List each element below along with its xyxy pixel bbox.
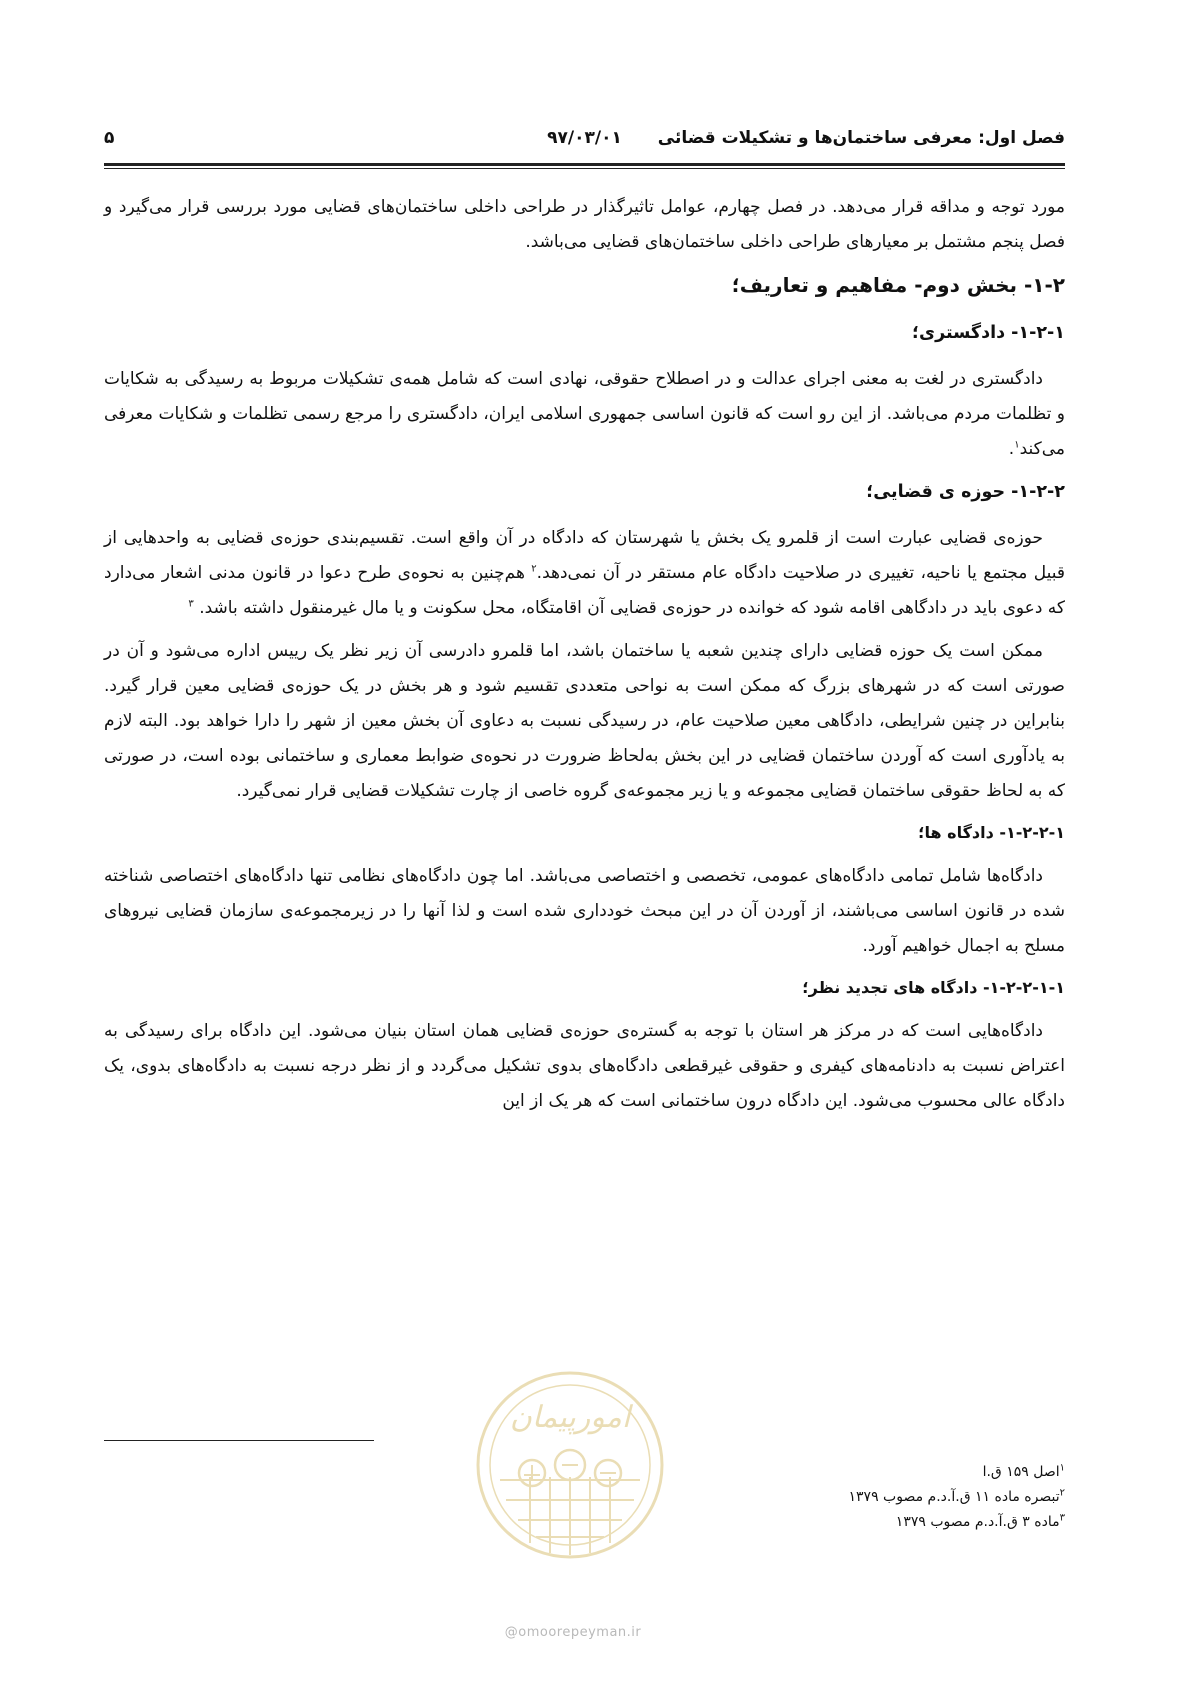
paragraph-jurisdiction-2: ممکن است یک حوزه قضایی دارای چندین شعبه یا ساختمان باشد، اما قلمرو دادرسی آن زیر نظر یک رییس اداره می‌شود و آن در صورتی است که در شهرهای بزرگ که ممکن است به نواحی متعددی تقسیم شود و هر بخش در یک حوزه‌ی قضایی معین قرار گیرد. بنابراین در چنین شرایطی، دادگاهی معین صلاحیت عام، در رسیدگی نسبت به دعاوی آن بخش معین از شهر را دارا خواهد بود. البته لازم به یادآوری است که آوردن ساختمان قضایی در این بخش به‌لحاظ ضرورت در نحوه‌ی ضوابط معماری و ساختمانی بوده است، در صورتی که به لحاظ حقوقی ساختمان قضایی مجموعه و یا زیر مجموعه‌ی گروه خاصی از چارت تشکیلات قضایی قرار نمی‌گیرد. [104, 641, 1065, 801]
watermark-url: @omoorepeyman.ir [504, 1625, 642, 1640]
paragraph-jurisdiction-1 [104, 521, 1065, 626]
footnote-separator [104, 1440, 374, 1441]
footnote-mark: ۲ [1059, 1487, 1065, 1499]
footnote-ref-1[interactable]: ۱ [1014, 439, 1020, 451]
watermark-logo-text: امورپیمان [509, 1400, 631, 1435]
footnote-text: تبصره ماده ۱۱ ق.آ.د.م مصوب ۱۳۷۹ [848, 1489, 1060, 1505]
header-date: ۹۷/۰۳/۰۱ [547, 128, 622, 148]
subsection-heading-courts: ۱-۲-۲-۱- دادگاه ها؛ [918, 823, 1065, 842]
paragraph-courts: دادگاه‌ها شامل تمامی دادگاه‌های عمومی، تخصصی و اختصاصی می‌باشد. اما چون دادگاه‌های نظامی تنها دادگاه‌های اختصاصی شناخته شده در قانون اساسی می‌باشند، از آوردن آن در این مبحث خودداری شده است و لذا آنها را در زیرمجموعه‌ی سازمان قضایی نیروهای مسلح به اجمال خواهیم آورد. [104, 866, 1065, 956]
chapter-title: فصل اول: معرفی ساختمان‌ها و تشکیلات قضائی [657, 128, 1065, 148]
footnote-text: ماده ۳ ق.آ.د.م مصوب ۱۳۷۹ [895, 1514, 1060, 1530]
paragraph-justice [104, 362, 1065, 467]
footnote-mark: ۳ [1059, 1512, 1065, 1524]
footnote-text: اصل ۱۵۹ ق.ا [982, 1464, 1060, 1480]
intro-paragraph: مورد توجه و مداقه قرار می‌دهد. در فصل چهارم، عوامل تاثیرگذار در طراحی داخلی ساختمان‌های قضایی مورد بررسی قرار می‌گیرد و فصل پنجم مشتمل بر معیارهای طراحی داخلی ساختمان‌های قضایی می‌باشد. [104, 197, 1065, 252]
header-rule-thick [104, 163, 1065, 166]
paragraph-justice-text: دادگستری در لغت به معنی اجرای عدالت و در اصطلاح حقوقی، نهادی است که شامل همه‌ی تشکیلات مربوط به رسیدگی به شکایات و تظلمات مردم می‌باشد. از این رو است که قانون اساسی جمهوری اسلامی ایران، دادگستری را مرجع رسمی تظلمات و شکایات معرفی می‌کند [104, 369, 1065, 459]
document-body [104, 190, 1065, 1127]
paragraph-appeal-courts: دادگاه‌هایی است که در مرکز هر استان با توجه به گستره‌ی حوزه‌ی قضایی همان استان بنیان می‌شود. این دادگاه برای رسیدگی به اعتراض نسبت به دادنامه‌های کیفری و حقوقی غیرقطعی دادگاه‌های بدوی تشکیل می‌گردد و از نظر درجه نسبت به دادگاه‌های بدوی، یک دادگاه عالی محسوب می‌شود. این دادگاه درون ساختمانی است که هر یک از این [104, 1021, 1065, 1111]
page-header [104, 128, 1065, 158]
header-rule-thin [104, 168, 1065, 169]
subsection-heading-justice: ۱-۲-۱- دادگستری؛ [912, 323, 1065, 343]
subsection-heading-jurisdiction: ۱-۲-۲- حوزه ی قضایی؛ [866, 482, 1065, 502]
paragraph-justice-end: . [1008, 439, 1015, 459]
footnote-ref-2[interactable]: ۲ [531, 563, 537, 575]
subsection-heading-appeal-courts: ۱-۲-۲-۱-۱- دادگاه های تجدید نظر؛ [802, 978, 1065, 997]
section-heading: ۱-۲- بخش دوم- مفاهیم و تعاریف؛ [731, 273, 1065, 297]
scales-of-justice-seal-icon [470, 1365, 670, 1565]
footnote-mark: ۱ [1059, 1462, 1065, 1474]
paragraph-jurisdiction-1-part1: حوزه‌ی قضایی عبارت است از قلمرو یک بخش یا شهرستان که دادگاه در آن واقع است. تقسیم‌بندی حوزه‌ی قضایی به واحدهایی از قبیل مجتمع یا ناحیه، تغییری در صلاحیت دادگاه عام مستقر در آن نمی‌دهد. [104, 528, 1065, 583]
paragraph-jurisdiction-1-part2: هم‌چنین به نحوه‌ی طرح دعوا در قانون مدنی اشعار می‌دارد که دعوی باید در دادگاهی اقامه شود که خوانده در حوزه‌ی قضایی آن اقامتگاه، محل سکونت و یا مال غیرمنقول داشته باشد. [104, 563, 1065, 618]
page-number: ۵ [104, 128, 115, 148]
footnote-ref-3[interactable]: ۳ [188, 598, 194, 610]
